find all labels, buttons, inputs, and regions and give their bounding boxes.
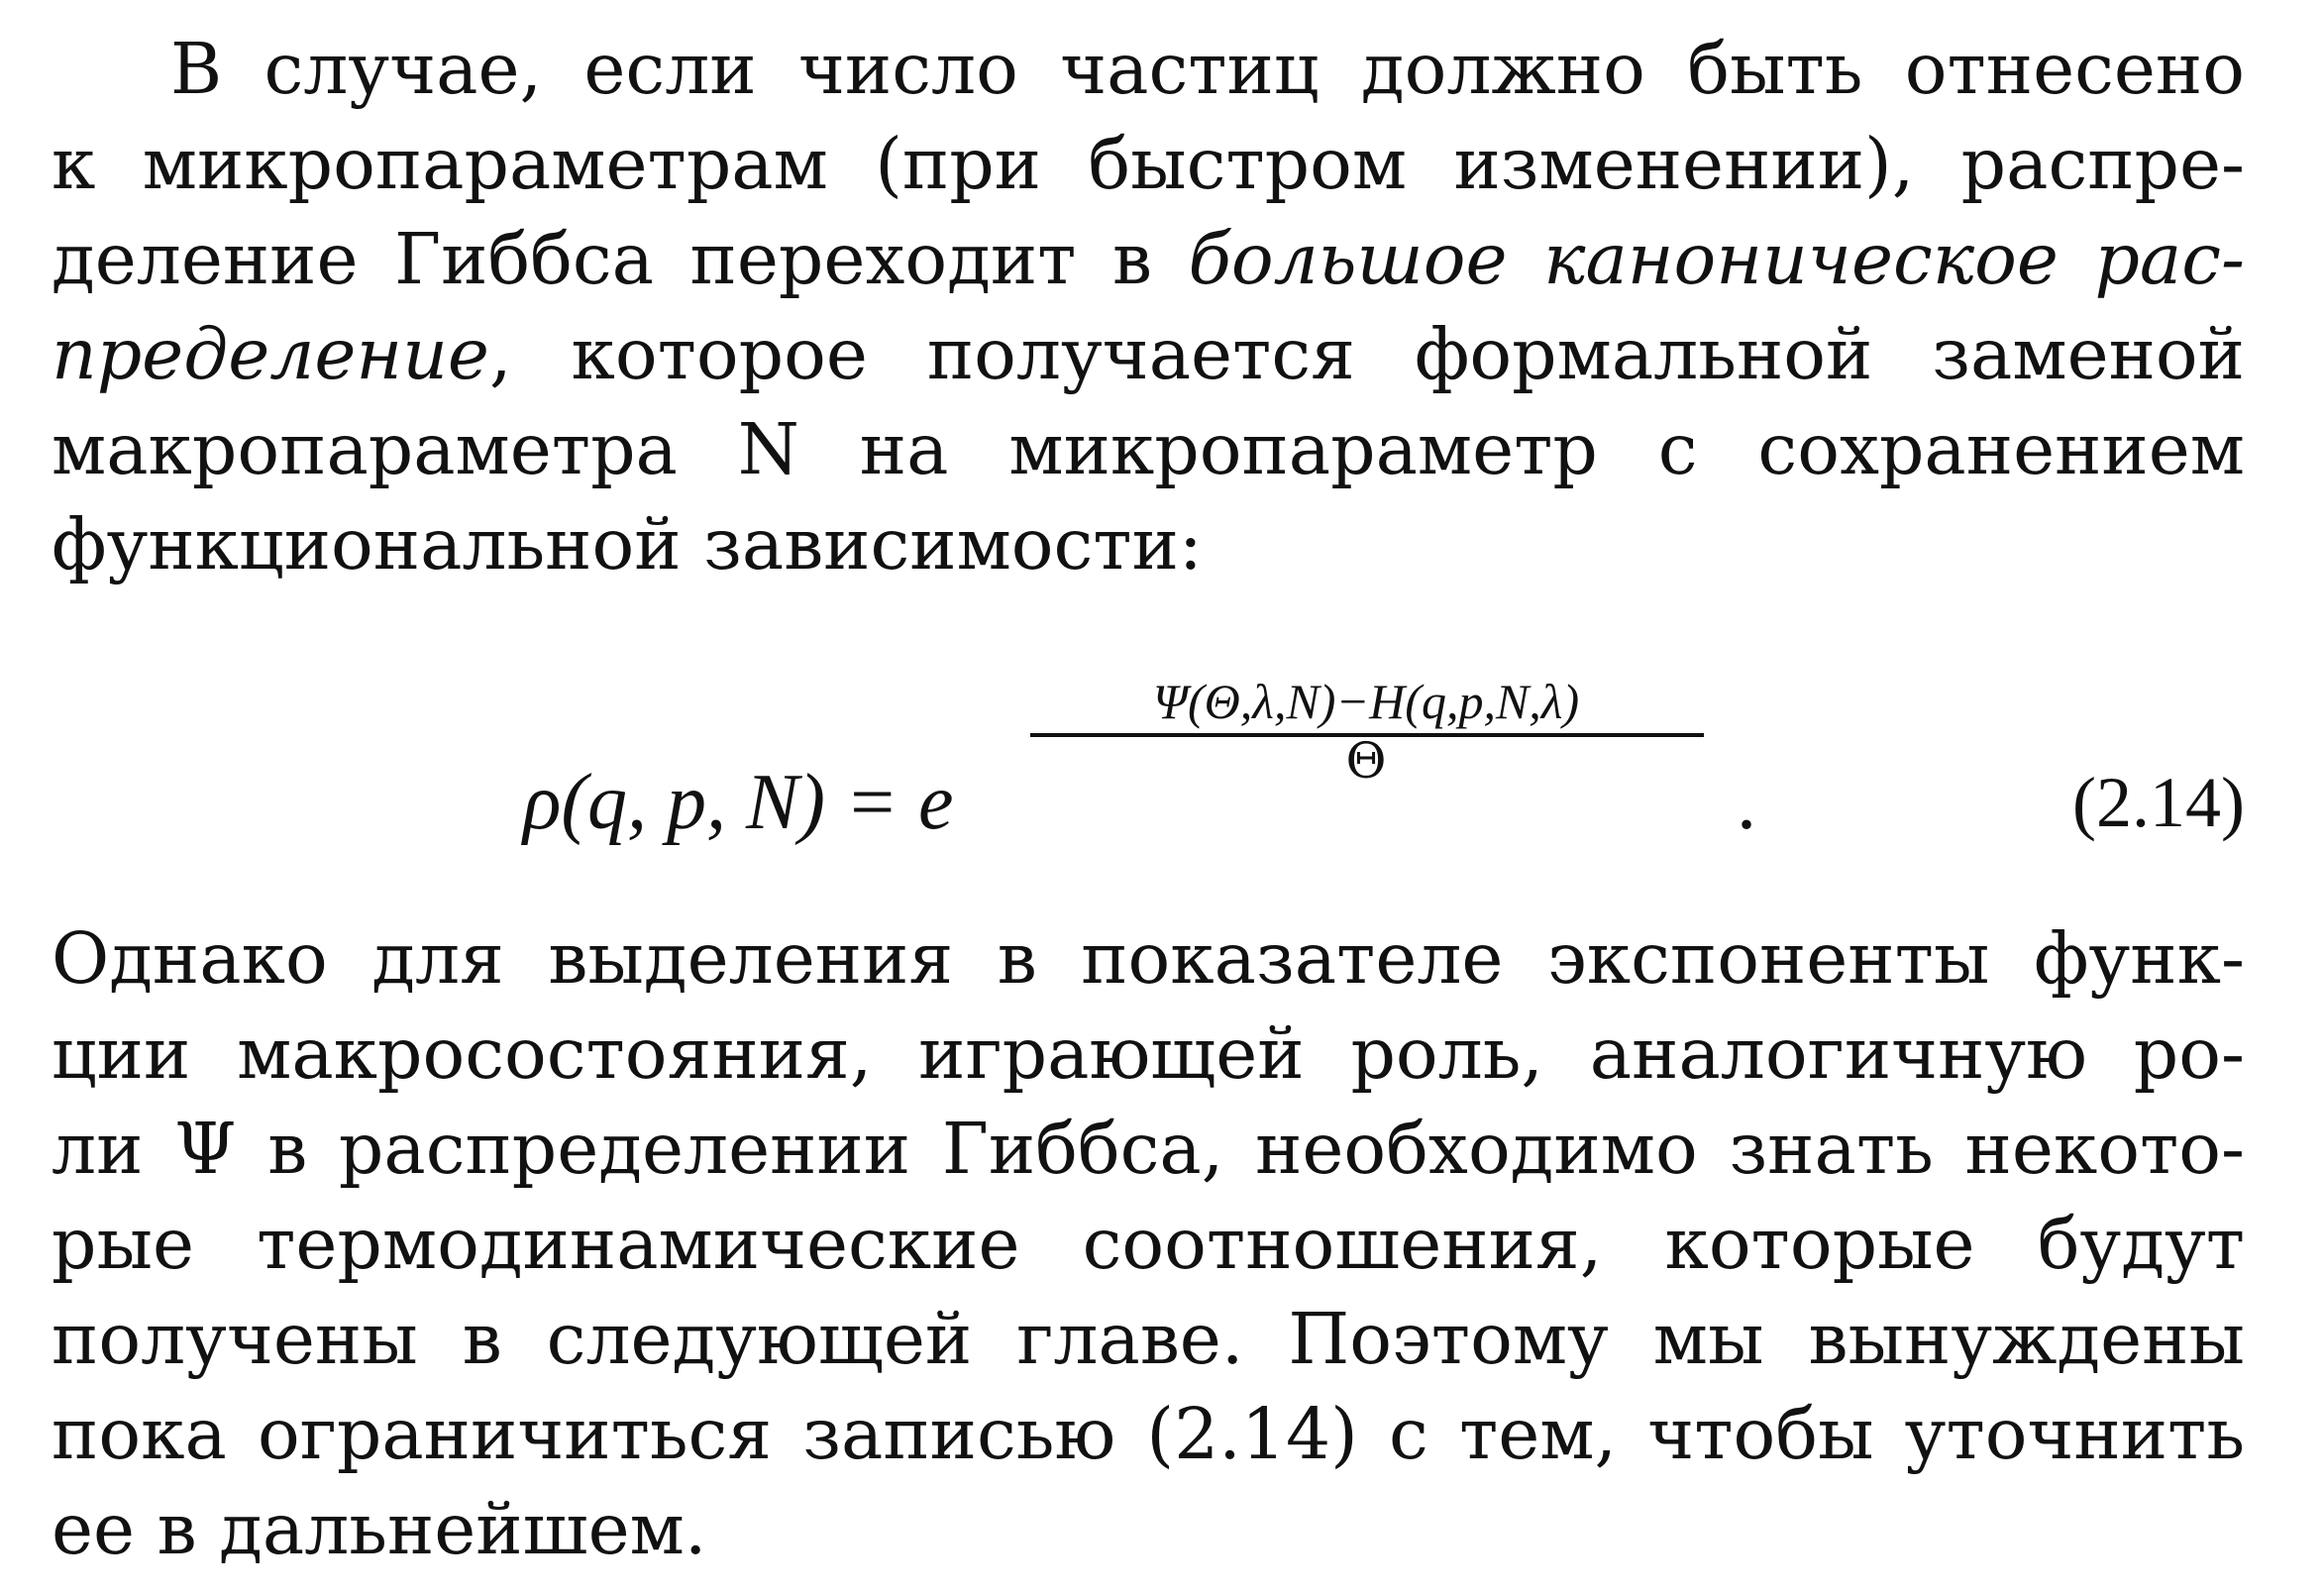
paragraph2-line7: ее в дальнейшем. (52, 1488, 707, 1570)
paragraph2-line5: получены в следующей главе. Поэтому мы вынуждены (52, 1298, 2245, 1380)
paragraph2-line3: ли Ψ в распределении Гиббса, необходимо знать некото- (52, 1108, 2245, 1190)
exponent-denominator: Θ (1345, 732, 1387, 790)
equation-lhs: ρ(q, p, N) = e (523, 759, 954, 846)
paragraph2-line6: пока ограничиться записью (2.14) с тем, чтобы уточнить (52, 1393, 2245, 1475)
paragraph1-line2: к микропараметрам (при быстром изменении), распре- (52, 123, 2245, 205)
paragraph2-line1: Однако для выделения в показателе экспоненты функ- (52, 917, 2245, 1000)
paragraph2-line4: рые термодинамические соотношения, которые будут (52, 1203, 2245, 1285)
paragraph1-line4-text: , которое получается формальной заменой (488, 313, 2245, 395)
term-grand-canonical-distribution-part2: пределение (52, 313, 489, 395)
equation-trailing-dot: . (1737, 759, 1756, 846)
exponent-numerator: Ψ(Θ,λ,N)−H(q,p,N,λ) (1152, 674, 1580, 729)
term-grand-canonical-distribution-part1: большое каноническое рас- (1188, 218, 2245, 300)
paragraph1-line5: макропараметра N на микропараметр с сохранением (52, 408, 2245, 490)
paragraph1-line6: функциональной зависимости: (52, 503, 1203, 585)
paragraph1-line3-text: деление Гиббса переходит в (52, 218, 1189, 300)
paragraph2-line2: ции макросостояния, играющей роль, аналогичную ро- (52, 1012, 2245, 1095)
paragraph1-line1: В случае, если число частиц должно быть отнесено (170, 28, 2245, 110)
equation-number: (2.14) (2072, 763, 2245, 842)
